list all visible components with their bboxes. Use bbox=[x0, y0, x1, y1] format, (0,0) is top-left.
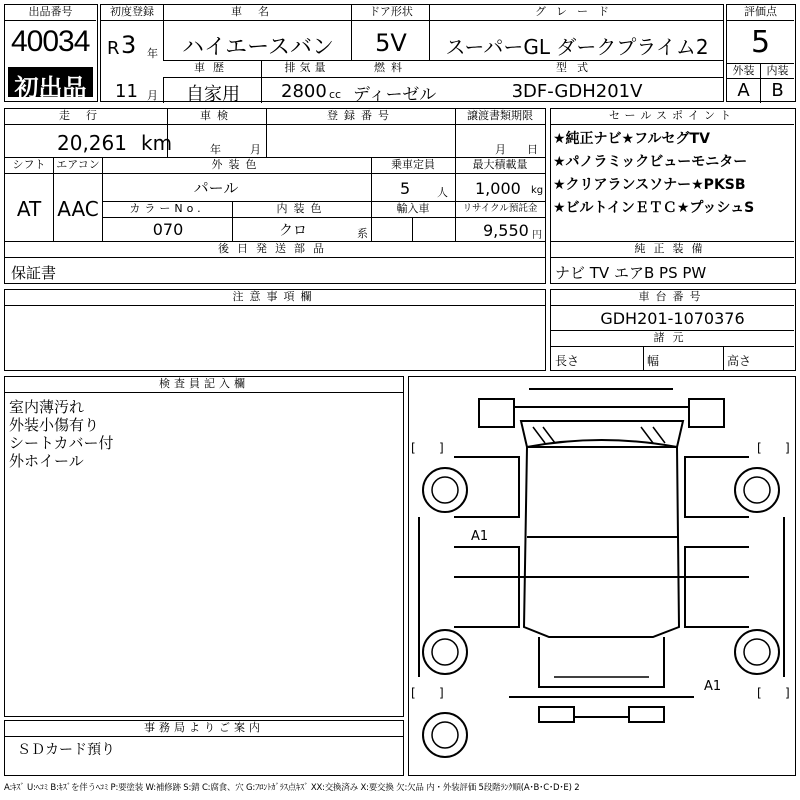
sales-point-3: ★クリアランスソナー★PKSB bbox=[553, 177, 746, 193]
sales-point-4: ★ビルトインＥＴＣ★プッシュS bbox=[553, 200, 755, 216]
svg-text:]: ] bbox=[785, 686, 790, 700]
later-parts-label: 後日発送部品 bbox=[218, 242, 332, 255]
recycle: 9,550 bbox=[483, 221, 529, 240]
svg-text:[: [ bbox=[411, 686, 416, 700]
month-no: 11 bbox=[115, 81, 138, 102]
month-unit: 月 bbox=[147, 89, 158, 102]
displacement-label: 排気量 bbox=[284, 61, 330, 74]
model-label: 型式 bbox=[556, 61, 598, 74]
transfer-label: 譲渡書類期限 bbox=[467, 109, 533, 122]
transfer-day-unit: 日 bbox=[527, 143, 538, 156]
damage-mark-2: A1 bbox=[704, 679, 722, 694]
int-color-label: 内装色 bbox=[276, 202, 328, 215]
equipment-label: 純正装備 bbox=[634, 242, 711, 255]
notes-label: 注意事項欄 bbox=[232, 290, 318, 303]
legend: A:ｷｽﾞ U:ﾍｺﾐ B:ｷｽﾞを伴うﾍｺﾐ P:要塗装 W:補修跡 S:錆 C:腐食、穴 G:ﾌﾛﾝﾄｶﾞﾗｽ点ｷｽﾞ XX:交換済み X:要交換 欠:欠品 内・外装評価 5段階ﾗﾝｸ順(A･B･C･D･E) 2 bbox=[4, 783, 580, 793]
era: R bbox=[107, 38, 120, 59]
notes-box bbox=[4, 289, 546, 371]
import-label: 輸入車 bbox=[396, 202, 430, 215]
chassis-number: GDH201-1070376 bbox=[600, 309, 745, 328]
displacement: 2800 bbox=[281, 81, 327, 102]
mileage-unit: km bbox=[141, 131, 173, 155]
ext-grade-label: 外装 bbox=[732, 64, 755, 77]
dims-label: 諸元 bbox=[653, 331, 692, 344]
capacity-unit: 人 bbox=[437, 186, 448, 199]
svg-text:[: [ bbox=[757, 441, 762, 455]
inspector-line-4: 外ホイール bbox=[9, 452, 84, 470]
grade: スーパーGL ダークプライム2 bbox=[445, 35, 709, 59]
door-label: ドア形状 bbox=[369, 5, 413, 18]
car-name-label: 車名 bbox=[231, 5, 285, 18]
score: 5 bbox=[750, 25, 771, 60]
shift: AT bbox=[16, 197, 42, 221]
inspector-label: 検査員記入欄 bbox=[159, 377, 249, 390]
car-name: ハイエースバン bbox=[181, 35, 335, 60]
history-label: 車歴 bbox=[194, 61, 232, 74]
svg-text:[: [ bbox=[411, 441, 416, 455]
recycle-label: リサイクル預託金 bbox=[462, 203, 538, 214]
sales-points bbox=[550, 108, 796, 284]
reg-no-label: 登録番号 bbox=[327, 109, 395, 122]
dims-length: 長さ bbox=[555, 354, 580, 368]
inspector-box bbox=[4, 376, 404, 717]
first-reg-label: 初度登録 bbox=[110, 5, 154, 18]
ac: AAC bbox=[57, 197, 99, 221]
later-parts: 保証書 bbox=[11, 264, 57, 282]
recycle-unit: 円 bbox=[532, 230, 542, 241]
int-grade: B bbox=[771, 80, 784, 101]
svg-text:]: ] bbox=[439, 686, 444, 700]
score-label: 評価点 bbox=[744, 5, 777, 18]
score-box bbox=[726, 4, 796, 102]
equipment: ナビ TV エアB PS PW bbox=[555, 264, 707, 282]
insp-month-unit: 月 bbox=[250, 143, 261, 156]
inspection-label: 車検 bbox=[200, 109, 234, 122]
load: 1,000 bbox=[475, 179, 521, 198]
car-diagram-box bbox=[408, 376, 796, 776]
chassis-label: 車台番号 bbox=[638, 290, 707, 303]
ext-color: パール bbox=[193, 179, 239, 197]
wheel-icons bbox=[423, 468, 779, 757]
damage-mark-1: A1 bbox=[471, 529, 489, 544]
door-type: 5V bbox=[375, 29, 407, 57]
history: 自家用 bbox=[186, 84, 240, 105]
sales-point-2: ★パノラミックビューモニター bbox=[553, 154, 748, 170]
int-grade-label: 内装 bbox=[766, 64, 789, 77]
inspector-line-2: 外装小傷有り bbox=[9, 416, 100, 434]
sales-point-1: ★純正ナビ★フルセグTV bbox=[553, 131, 710, 147]
fuel-label: 燃料 bbox=[374, 61, 408, 74]
dims-width: 幅 bbox=[647, 354, 660, 368]
office-label: 事務局よりご案内 bbox=[144, 721, 264, 734]
office-box bbox=[4, 720, 404, 776]
load-unit: kg bbox=[531, 185, 544, 196]
int-color-unit: 系 bbox=[357, 227, 368, 240]
displacement-unit: cc bbox=[329, 88, 342, 101]
header-main bbox=[100, 4, 724, 105]
svg-text:]: ] bbox=[439, 441, 444, 455]
lot-label: 出品番号 bbox=[28, 5, 73, 18]
mileage-label: 走行 bbox=[59, 109, 113, 122]
year-unit: 年 bbox=[147, 47, 158, 60]
dims-height: 高さ bbox=[727, 354, 752, 368]
inspector-line-3: シートカバー付 bbox=[9, 434, 114, 452]
capacity-label: 乗車定員 bbox=[391, 158, 435, 171]
year-no: 3 bbox=[121, 31, 137, 59]
shift-label: シフト bbox=[12, 158, 46, 171]
vehicle-info bbox=[4, 108, 546, 284]
color-no-label: カラーNo. bbox=[129, 202, 205, 215]
svg-text:]: ] bbox=[785, 441, 790, 455]
first-listing-text: 初出品 bbox=[14, 74, 87, 102]
grade-label: グレード bbox=[535, 5, 619, 18]
lot-number: 40034 bbox=[11, 25, 90, 58]
chassis-box bbox=[550, 289, 796, 371]
fuel: ディーゼル bbox=[353, 85, 437, 105]
inspector-line-1: 室内薄汚れ bbox=[9, 398, 85, 416]
capacity: 5 bbox=[400, 179, 411, 198]
office-note: ＳＤカード預り bbox=[17, 742, 115, 758]
lot-box bbox=[4, 4, 98, 102]
int-color: クロ bbox=[279, 223, 307, 239]
sales-points-label: セールスポイント bbox=[608, 109, 736, 122]
model: 3DF-GDH201V bbox=[511, 81, 643, 102]
car-diagram bbox=[409, 377, 794, 774]
color-no: 070 bbox=[152, 220, 184, 239]
ext-grade: A bbox=[737, 80, 750, 101]
load-label: 最大積載量 bbox=[472, 158, 528, 171]
ext-color-label: 外装色 bbox=[211, 158, 263, 171]
mileage: 20,261 bbox=[57, 131, 127, 155]
ac-label: エアコン bbox=[56, 158, 100, 171]
transfer-month-unit: 月 bbox=[495, 143, 506, 156]
svg-text:[: [ bbox=[757, 686, 762, 700]
insp-year-unit: 年 bbox=[210, 143, 221, 156]
